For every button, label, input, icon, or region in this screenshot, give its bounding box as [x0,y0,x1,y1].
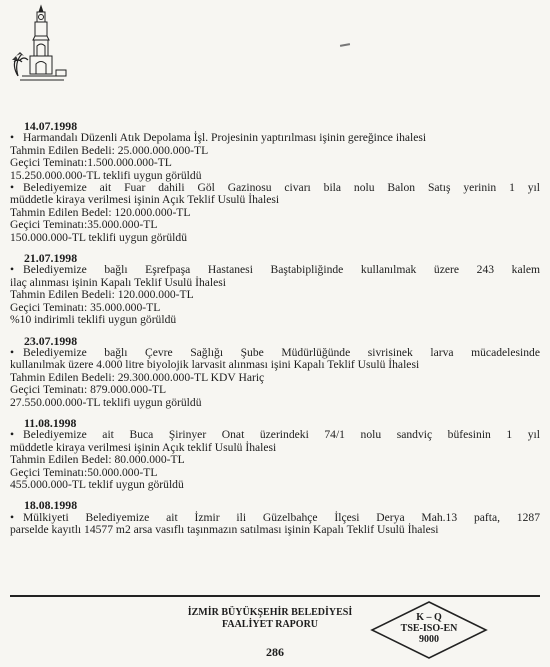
quality-badge [370,600,488,660]
tender-description-cont: ilaç alınması işinin Kapalı Teklif Usulü İhalesi [10,275,226,289]
tender-entry [10,252,540,326]
clock-tower-logo [10,4,72,84]
tender-description: • Belediyemize bağlı Çevre Sağlığı Şube Müdürlüğünde sivrisinek larva mücadelesinde [10,347,540,359]
estimated-cost: Tahmin Edilen Bedeli: 120.000.000-TL [10,288,194,302]
tender-description: • Mülkiyeti Belediyemize ait İzmir ili Güzelbahçe İlçesi Derya Mah.13 pafta, 1287 [10,512,540,524]
badge-text [370,612,488,645]
accepted-offer: 455.000.000-TL teklif uygun görüldü [10,477,184,491]
estimated-cost: Tahmin Edilen Bedeli: 25.000.000.000-TL [10,143,209,157]
accepted-offer: %10 indirimli teklifi uygun görüldü [10,313,177,327]
tender-description-cont: parselde kayıtlı 14577 m2 arsa vasıflı taşınmazın satılması işinin Kapalı Teklif Usulü İhalesi [10,523,439,537]
tender-list [10,120,540,545]
tender-entry [10,120,540,244]
entry-date: 11.08.1998 [24,415,77,430]
entry-date: 21.07.1998 [24,251,78,266]
tender-description-cont: kullanılmak üzere 4.000 litre biyolojik larvasit alınması işini Kapalı Teklif Usulü İhalesi [10,358,420,372]
temporary-guarantee: Geçici Teminatı:35.000.000-TL [10,218,158,232]
accepted-offer: 15.250.000.000-TL teklifi uygun görüldü [10,168,202,182]
tender-entry [10,499,540,536]
footer-rule [10,595,540,597]
tender-description-cont: müddetle kiraya verilmesi işinin Açık teklif Usulü İhalesi [10,440,277,454]
tender-entry [10,335,540,409]
temporary-guarantee: Geçici Teminatı: 879.000.000-TL [10,383,167,397]
report-name: FAALİYET RAPORU [221,619,319,630]
temporary-guarantee: Geçici Teminatı:1.500.000.000-TL [10,156,172,170]
badge-line-2: TSE-ISO-EN [400,623,458,634]
tender-description-cont: müddetle kiraya verilmesi işinin Açık Teklif Usulü İhalesi [10,193,280,207]
tender-entry [10,417,540,491]
temporary-guarantee: Geçici Teminatı: 35.000.000-TL [10,300,161,314]
scan-speck [340,43,350,47]
estimated-cost: Tahmin Edilen Bedel: 80.000.000-TL [10,453,185,467]
badge-line-1: K – Q [416,612,442,623]
tender-description: • Belediyemize ait Fuar dahili Göl Gazinosu civarı bila nolu Balon Satış yerinin 1 yıl [10,182,540,194]
tender-description: • Harmandalı Düzenli Atık Depolama İşl. Projesinin yaptırılması işinin gereğince ihalesi [10,132,540,144]
temporary-guarantee: Geçici Teminatı:50.000.000-TL [10,465,158,479]
tender-description: • Belediyemize ait Buca Şirinyer Onat üzerindeki 74/1 nolu sandviç büfesinin 1 yıl [10,429,540,441]
org-name: İZMİR BÜYÜKŞEHİR BELEDİYESİ [187,607,353,618]
accepted-offer: 150.000.000-TL teklifi uygun görüldü [10,230,187,244]
entry-date: 23.07.1998 [24,333,78,348]
badge-line-3: 9000 [419,634,439,645]
entry-date: 14.07.1998 [24,119,78,133]
page-number: 286 [266,645,284,659]
entry-date: 18.08.1998 [24,498,78,513]
estimated-cost: Tahmin Edilen Bedeli: 29.300.000.000-TL KDV Hariç [10,370,265,384]
footer-title [150,607,390,631]
accepted-offer: 27.550.000.000-TL teklifi uygun görüldü [10,395,202,409]
tender-description: • Belediyemize bağlı Eşrefpaşa Hastanesi Baştabipliğinde kullanılmak üzere 243 kalem [10,264,540,276]
estimated-cost: Tahmin Edilen Bedel: 120.000.000-TL [10,205,191,219]
